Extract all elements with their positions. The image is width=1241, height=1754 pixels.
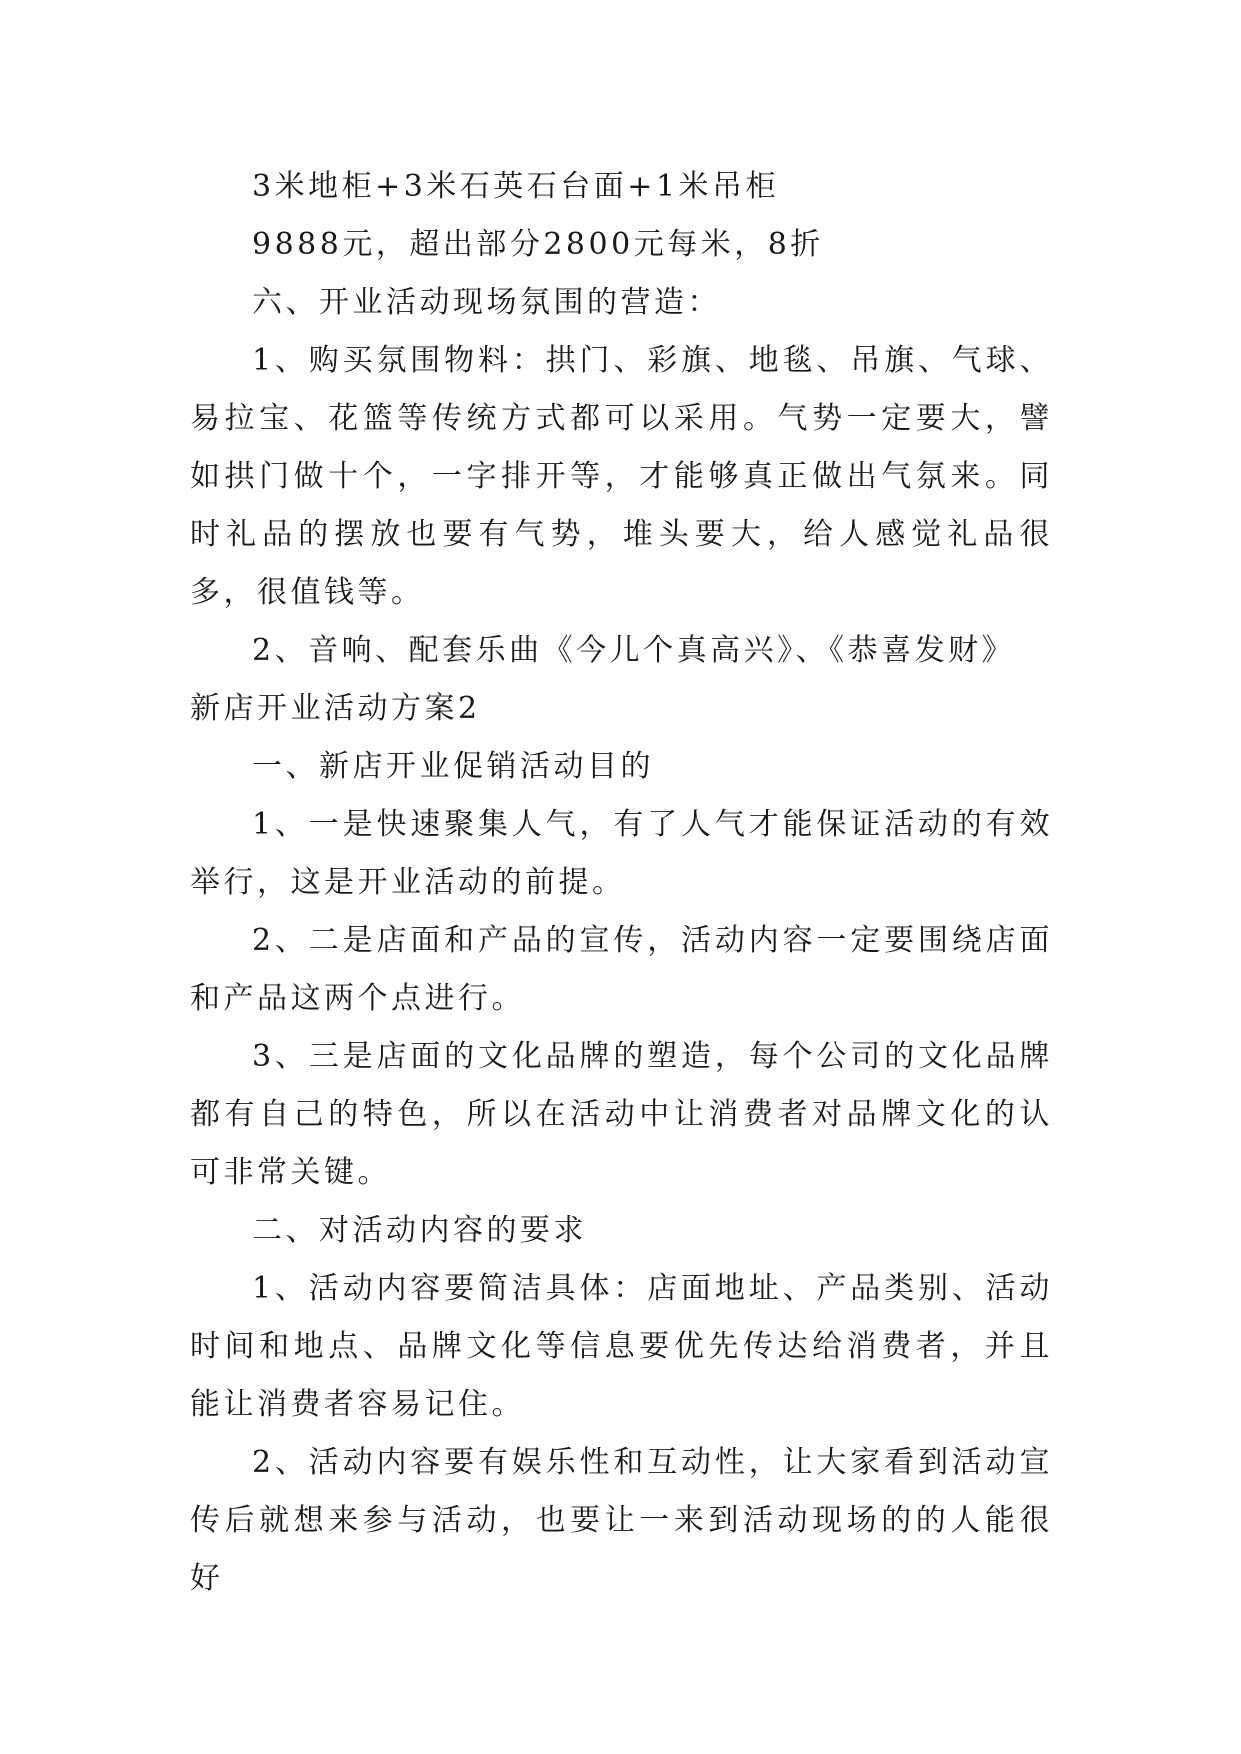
document-title: 新店开业活动方案2 (190, 691, 481, 726)
paragraph-music: 2、音响、配套乐曲《今儿个真高兴》、《恭喜发财》 (252, 633, 1016, 668)
paragraph-purpose-3: 3、三是店面的文化品牌的塑造，每个公司的文化品牌都有自己的特色，所以在活动中让消费者对品牌文化的认可非常关键。 (190, 1039, 1053, 1190)
paragraph-requirement-2: 2、活动内容要有娱乐性和互动性，让大家看到活动宣传后就想来参与活动，也要让一来到活动现场的的人能很好 (190, 1445, 1053, 1596)
section-heading-atmosphere: 六、开业活动现场氛围的营造： (252, 285, 721, 320)
document-body (190, 158, 1053, 1608)
paragraph-purpose-1: 1、一是快速聚集人气，有了人气才能保证活动的有效举行，这是开业活动的前提。 (190, 807, 1053, 900)
paragraph-cabinet-spec: 3米地柜+3米石英石台面+1米吊柜 (252, 169, 780, 204)
paragraph-purpose-2: 2、二是店面和产品的宣传，活动内容一定要围绕店面和产品这两个点进行。 (190, 923, 1053, 1016)
paragraph-price: 9888元，超出部分2800元每米，8折 (252, 227, 824, 262)
paragraph-requirement-1: 1、活动内容要简洁具体：店面地址、产品类别、活动时间和地点、品牌文化等信息要优先传达给消费者，并且能让消费者容易记住。 (190, 1271, 1053, 1422)
section-heading-purpose: 一、新店开业促销活动目的 (252, 749, 654, 784)
section-heading-requirements: 二、对活动内容的要求 (252, 1213, 587, 1248)
paragraph-materials: 1、购买氛围物料：拱门、彩旗、地毯、吊旗、气球、易拉宝、花篮等传统方式都可以采用。气势一定要大，譬如拱门做十个，一字排开等，才能够真正做出气氛来。同时礼品的摆放也要有气势，堆头要大，给人感觉礼品很多，很值钱等。 (190, 343, 1053, 610)
